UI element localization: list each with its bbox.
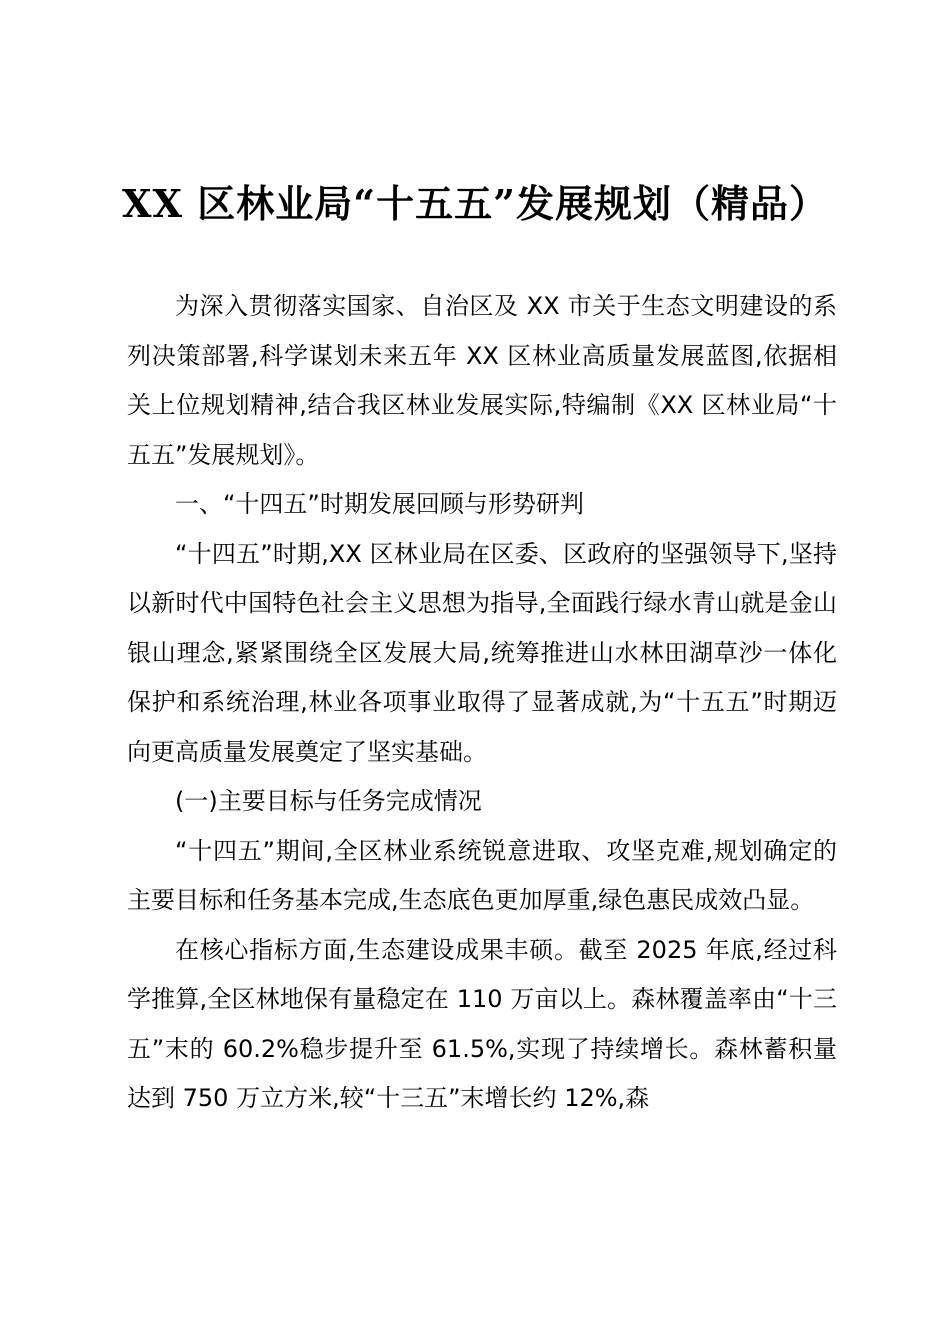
targets-paragraph: “十四五”期间,全区林业系统锐意进取、攻坚克难,规划确定的主要目标和任务基本完成,生态底色更加厚重,绿色惠民成效凸显。 [127, 836, 837, 914]
review-paragraph: “十四五”时期,XX 区林业局在区委、区政府的坚强领导下,坚持以新时代中国特色社会主义思想为指导,全面践行绿水青山就是金山银山理念,紧紧围绕全区发展大局,统筹推进山水林田湖草沙一体化保护和系统治理,林业各项事业取得了显著成就,为“十五五”时期迈向更高质量发展奠定了坚实基础。 [127, 539, 837, 766]
intro-paragraph: 为深入贯彻落实国家、自治区及 XX 市关于生态文明建设的系列决策部署,科学谋划未来五年 XX 区林业高质量发展蓝图,依据相关上位规划精神,结合我区林业发展实际,特编制《XX 区林业局“十五五”发展规划》。 [127, 292, 837, 469]
document-title: XX 区林业局“十五五”发展规划（精品） [122, 181, 828, 226]
subsection-heading-1: (一)主要目标与任务完成情况 [175, 787, 482, 815]
document-body [127, 282, 837, 1124]
section-heading-1: 一、“十四五”时期发展回顾与形势研判 [175, 490, 584, 518]
core-indicators-paragraph: 在核心指标方面,生态建设成果丰硕。截至 2025 年底,经过科学推算,全区林地保有量稳定在 110 万亩以上。森林覆盖率由“十三五”末的 60.2%稳步提升至 61.5%,实现了持续增长。森林蓄积量达到 750 万立方米,较“十三五”末增长约 12%,森 [127, 935, 837, 1112]
